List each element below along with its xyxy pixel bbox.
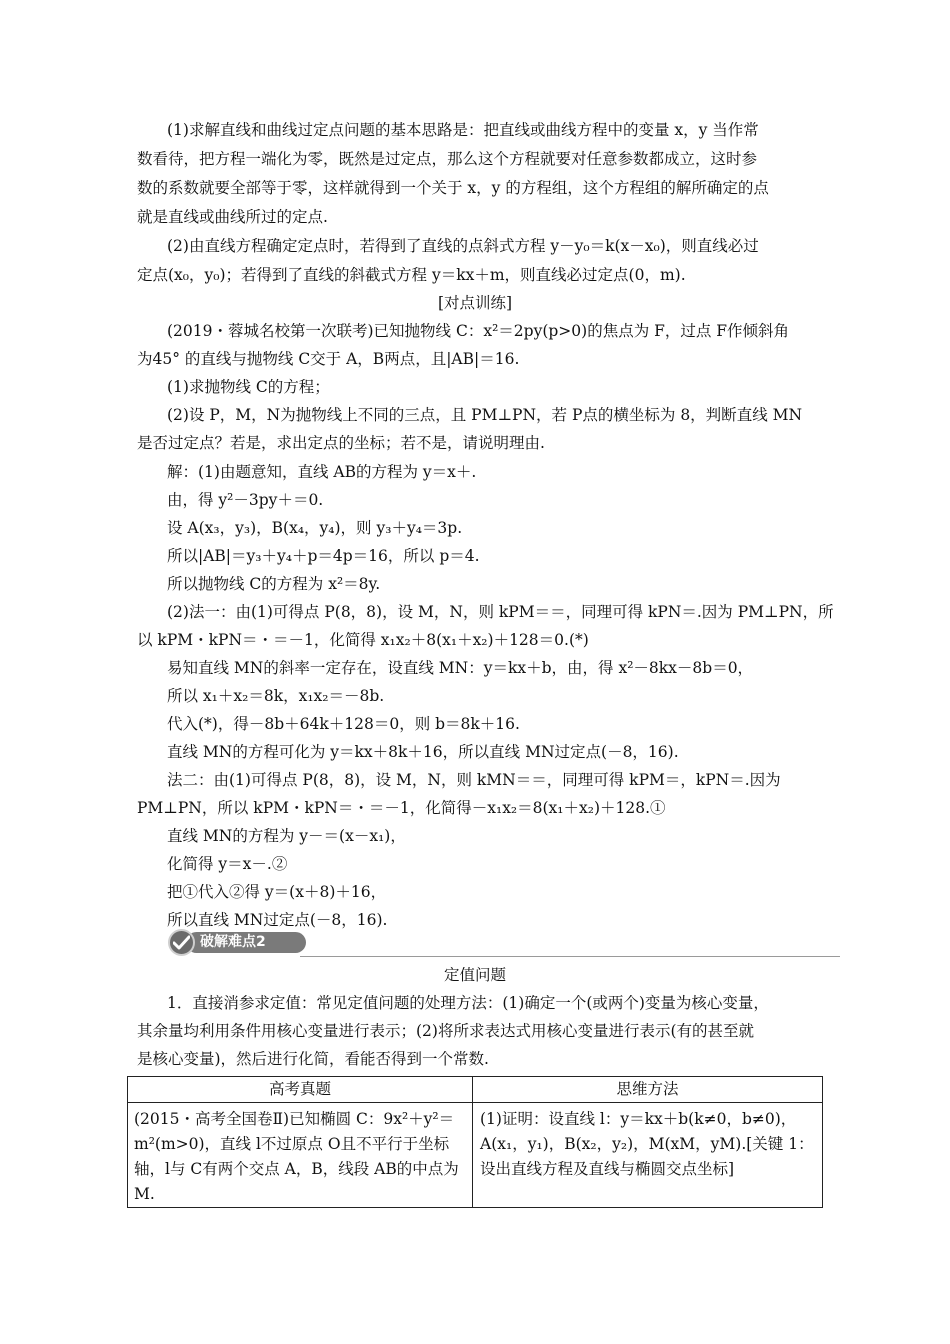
training-heading: [对点训练] (437, 294, 513, 312)
problem-line: (2)设 P，M，N为抛物线上不同的三点，且 PM⊥PN，若 P点的横坐标为 8，判断直线 MN (167, 406, 803, 424)
solution-line: 设 A(x₃，y₃)，B(x₄，y₄)，则 y₃＋y₄＝3p. (167, 519, 463, 537)
intro-line: (2)由直线方程确定定点时，若得到了直线的点斜式方程 y－y₀＝k(x－x₀)，则直线必过 (167, 237, 759, 255)
solution-line: 所以抛物线 C的方程为 x²＝8y. (167, 575, 381, 593)
solution-line: 把①代入②得 y＝(x＋8)＋16， (167, 883, 387, 901)
method-line: 1．直接消参求定值：常见定值问题的处理方法：(1)确定一个(或两个)变量为核心变量， (167, 994, 769, 1012)
solution-line: 直线 MN的方程可化为 y＝kx＋8k＋16，所以直线 MN过定点(－8，16). (167, 743, 679, 761)
intro-line: 数的系数就要全部等于零，这样就得到一个关于 x，y 的方程组，这个方程组的解所确定的点 (137, 179, 769, 197)
solution-line: 所以|AB|＝y₃＋y₄＋p＝4p＝16，所以 p＝4. (167, 547, 480, 565)
solution-line: PM⊥PN，所以 kPM・kPN＝・＝－1，化简得－x₁x₂＝8(x₁＋x₂)＋128.① (137, 799, 666, 817)
solution-line: 化简得 y＝x－.② (167, 855, 288, 873)
solution-line: 解：(1)由题意知，直线 AB的方程为 y＝x＋. (167, 463, 477, 481)
check-circle-icon (168, 929, 195, 956)
problem-line: 为45° 的直线与抛物线 C交于 A，B两点，且|AB|＝16. (137, 350, 520, 368)
solution-line: 所以 x₁＋x₂＝8k，x₁x₂＝－8b. (167, 687, 385, 705)
problem-line: (1)求抛物线 C的方程； (167, 378, 330, 396)
table-header-exam: 高考真题 (268, 1080, 331, 1098)
table-cell-exam: (2015・高考全国卷Ⅱ)已知椭圆 C：9x²＋y²＝m²(m>0)，直线 l不过原点 O且不平行于坐标轴，l与 C有两个交点 A，B，线段 AB的中点为 M. (134, 1110, 459, 1203)
intro-line: 数看待，把方程一端化为零，既然是过定点，那么这个方程就要对任意参数都成立，这时参 (137, 150, 758, 168)
solution-line: 所以直线 MN过定点(－8，16). (167, 911, 388, 929)
section-title: 定值问题 (443, 966, 506, 984)
solution-line: 直线 MN的方程为 y－＝(x－x₁)， (167, 827, 406, 845)
badge-label: 破解难点2 (186, 932, 306, 953)
method-line: 是核心变量)，然后进行化简，看能否得到一个常数. (137, 1050, 489, 1068)
solution-line: 代入(*)，得－8b＋64k＋128＝0，则 b＝8k＋16. (167, 715, 520, 733)
problem-line: 是否过定点？若是，求出定点的坐标；若不是，请说明理由. (137, 434, 545, 452)
solution-line: 法二：由(1)可得点 P(8，8)，设 M，N，则 kMN＝＝，同理可得 kPM＝，kPN＝.因为 (167, 771, 781, 789)
solution-line: (2)法一：由(1)可得点 P(8，8)，设 M，N，则 kPM＝＝，同理可得 kPN＝.因为 PM⊥PN，所 (167, 603, 834, 621)
intro-line: 就是直线或曲线所过的定点. (137, 208, 328, 226)
section-divider (300, 956, 840, 957)
intro-line: 定点(x₀，y₀)；若得到了直线的斜截式方程 y＝kx＋m，则直线必过定点(0，m). (137, 266, 686, 284)
table-divider (128, 1102, 822, 1103)
intro-line: (1)求解直线和曲线过定点问题的基本思路是：把直线或曲线方程中的变量 x，y 当作常 (167, 121, 759, 139)
table-header-method: 思维方法 (616, 1080, 679, 1098)
solution-line: 由，得 y²－3py＋＝0. (167, 491, 324, 509)
section-badge (168, 929, 308, 956)
table-cell-method: (1)证明：设直线 l：y＝kx＋b(k≠0，b≠0)，A(x₁，y₁)，B(x₂，y₂)，M(xM，yM).[关键 1：设出直线方程及直线与椭圆交点坐标] (480, 1110, 814, 1178)
comparison-table (127, 1076, 823, 1208)
solution-line: 以 kPM・kPN＝・＝－1，化简得 x₁x₂＋8(x₁＋x₂)＋128＝0.(*) (137, 631, 589, 649)
method-line: 其余量均利用条件用核心变量进行表示；(2)将所求表达式用核心变量进行表示(有的甚至就 (137, 1022, 755, 1040)
problem-line: (2019・蓉城名校第一次联考)已知抛物线 C：x²＝2py(p>0)的焦点为 F，过点 F作倾斜角 (167, 322, 790, 340)
solution-line: 易知直线 MN的斜率一定存在，设直线 MN：y＝kx＋b，由，得 x²－8kx－8b＝0， (167, 659, 754, 677)
